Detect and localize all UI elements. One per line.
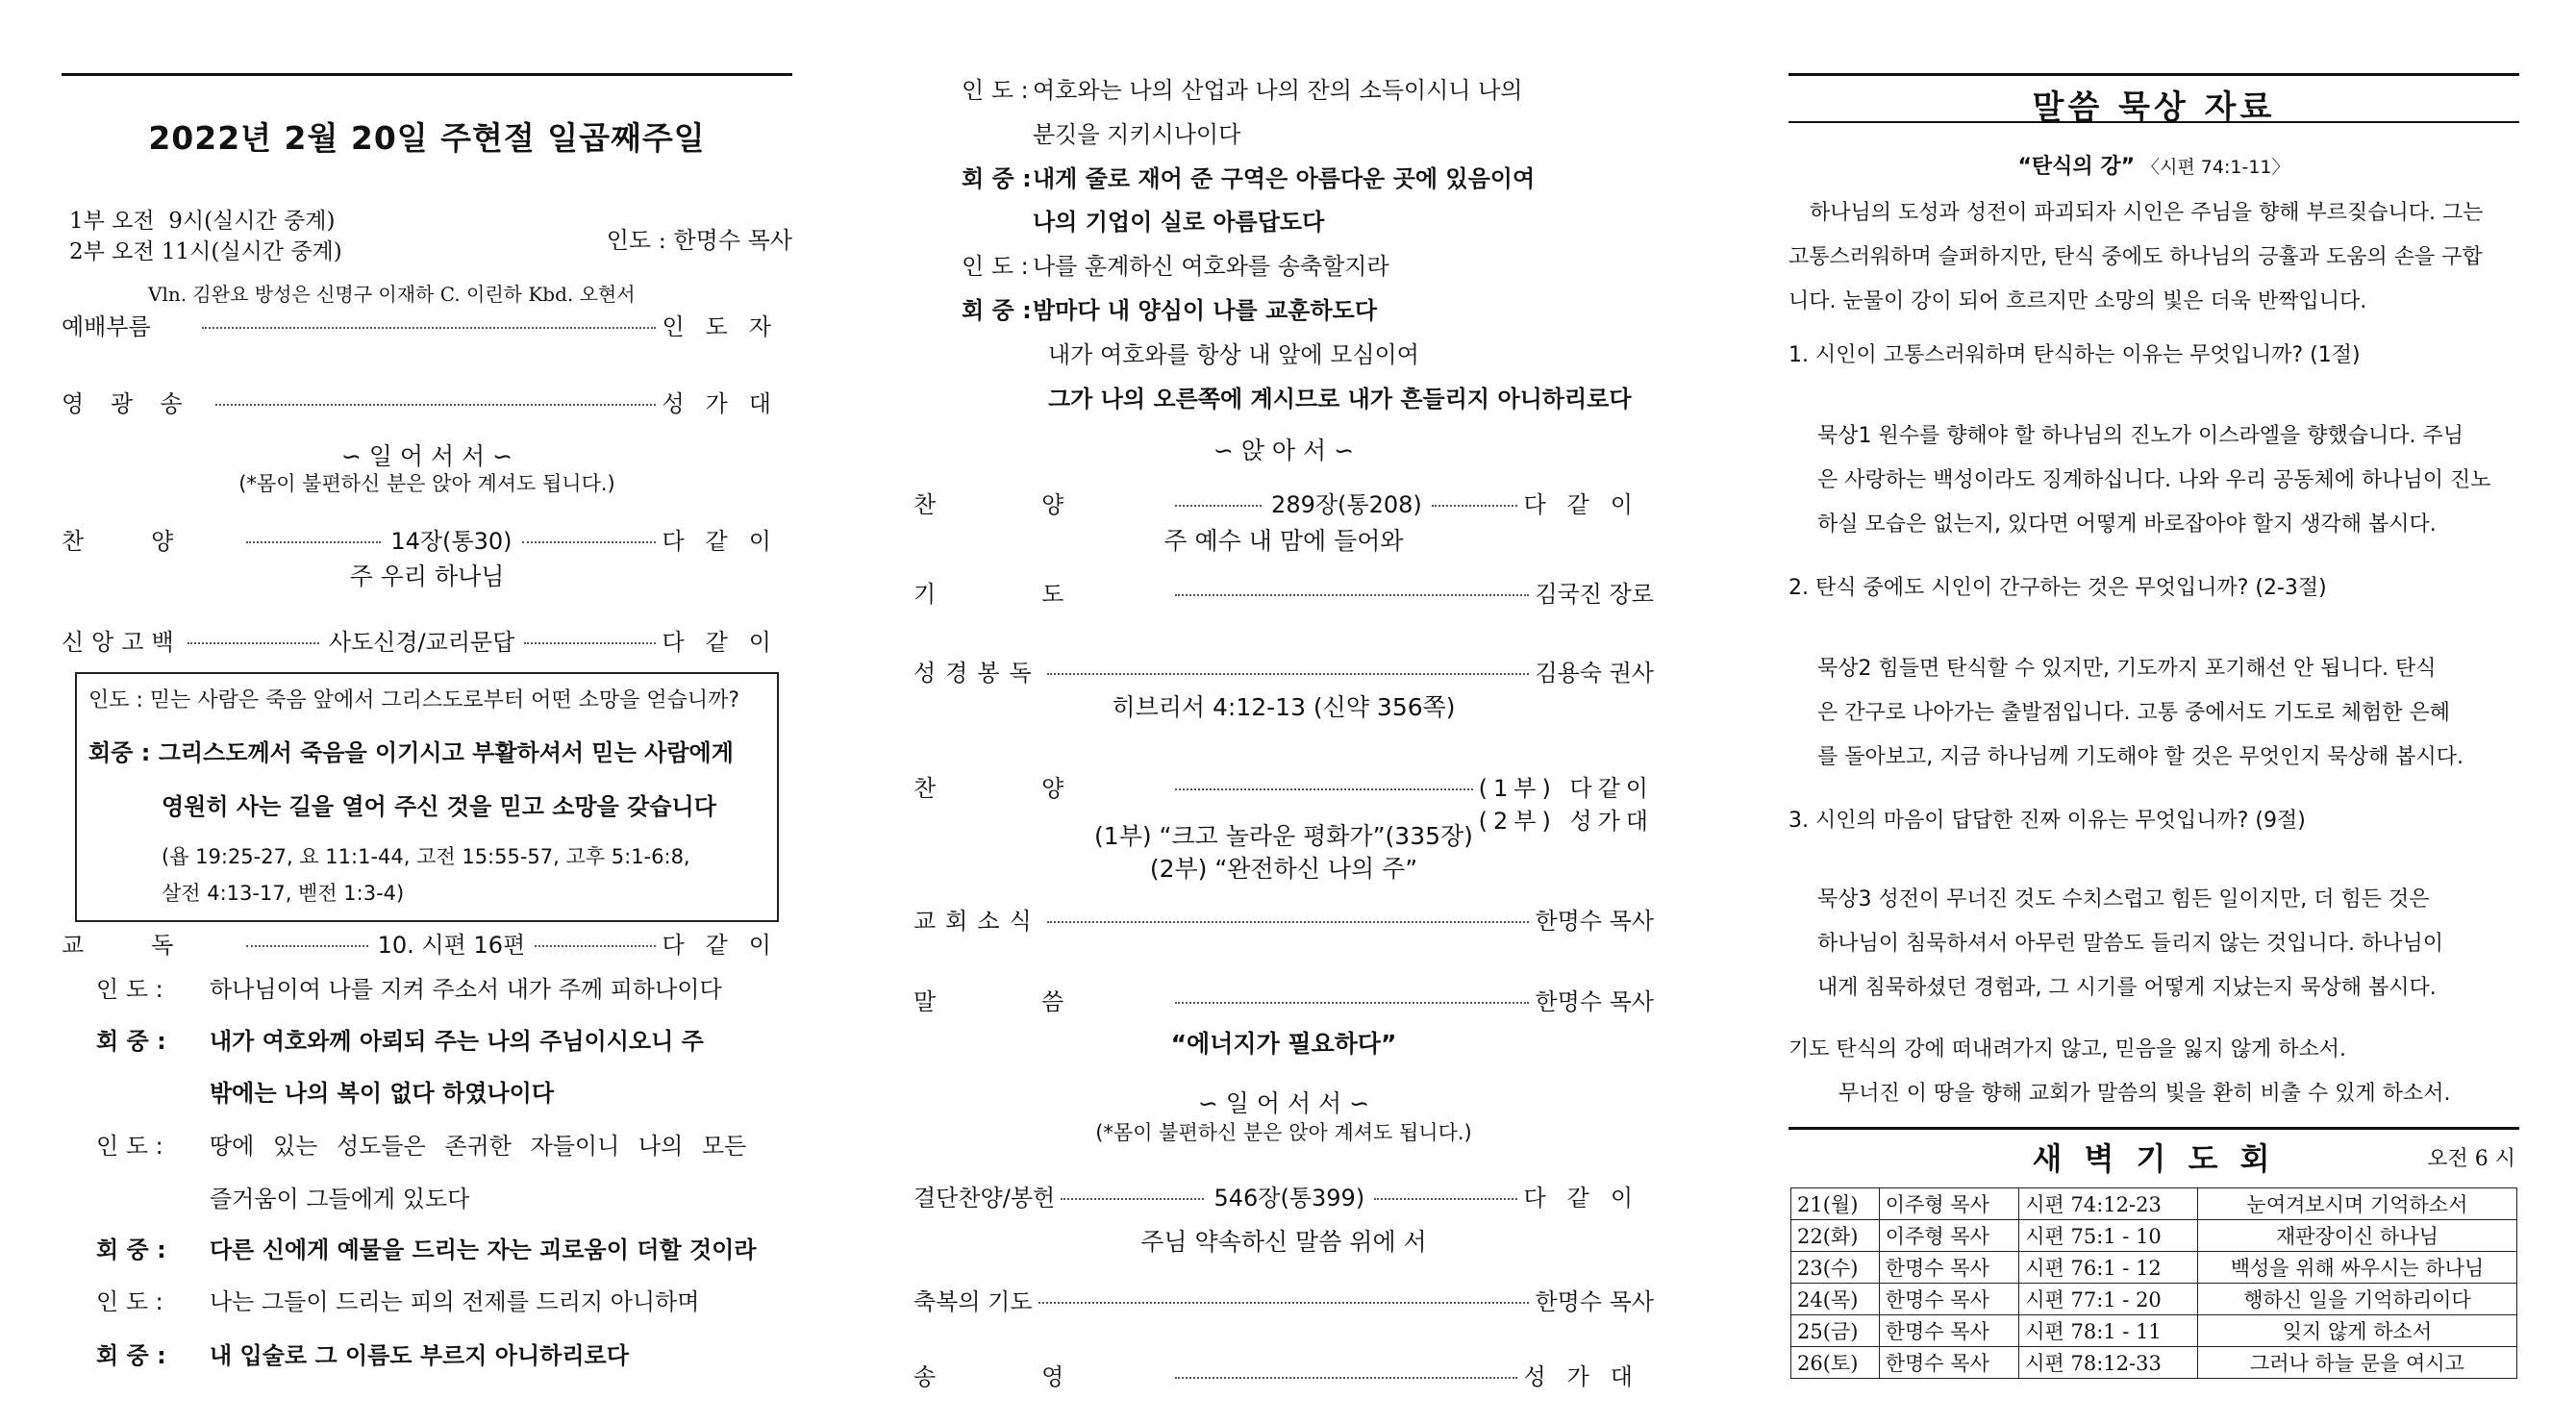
order-label: 신앙고백	[62, 629, 182, 656]
dawn-topic: 그러나 하늘 문을 여시고	[2197, 1347, 2516, 1379]
intro-line: 고통스러워하며 슬퍼하지만, 탄식 중에도 하나님의 긍휼과 도움의 손을 구합	[1788, 245, 2483, 269]
reading-text: 하나님이여 나를 지켜 주소서 내가 주께 피하나이다	[210, 976, 722, 1003]
catechism-answer	[88, 734, 734, 767]
subtitle-text: “탄식의 강”	[2017, 155, 2136, 179]
catechism-answer-speaker: 회중 :	[88, 739, 151, 766]
order-performer: 한명수 목사	[1535, 1288, 1654, 1315]
reading-line	[962, 71, 1522, 105]
order-row	[62, 926, 792, 960]
meditation-subtitle	[1788, 150, 2519, 180]
prayer-line: 무너진 이 땅을 향해 교회가 말씀의 빛을 환히 비출 수 있게 하소서.	[1838, 1082, 2451, 1106]
leader-dots	[1175, 1002, 1529, 1004]
dawn-topic: 백성을 위해 싸우시는 하나님	[2197, 1252, 2516, 1284]
dawn-day: 22(화)	[1791, 1220, 1880, 1252]
dawn-preacher: 한명수 목사	[1879, 1315, 2018, 1347]
table-row	[1791, 1252, 2517, 1284]
hymn-title: 주 우리 하나님	[349, 562, 505, 590]
reading-speaker: 인 도 :	[96, 976, 163, 1003]
sit-instruction: ∽ 앉 아 서 ∽	[1213, 437, 1355, 464]
table-row	[1791, 1315, 2517, 1347]
reading-text: 땅에 있는 성도들은 존귀한 자들이니 나의 모든	[210, 1133, 747, 1160]
dawn-prayer-table	[1790, 1187, 2517, 1379]
reading-text: 내가 여호와께 아뢰되 주는 나의 주님이시오니 주	[210, 1028, 704, 1055]
reading-text: 분깃을 지키시나이다	[1033, 121, 1241, 148]
order-performer: 한명수 목사	[1535, 908, 1654, 935]
hymn-title: 주님 약속하신 말씀 위에 서	[1140, 1228, 1427, 1256]
order-performer: 다같이	[662, 932, 792, 959]
title-rule	[1788, 121, 2519, 123]
dawn-prayer-rows	[1791, 1188, 2517, 1379]
subtitle-reference: 〈시편 74:1-11〉	[2141, 157, 2290, 178]
leader-dots	[202, 327, 656, 329]
order-performer: 다같이	[1523, 1185, 1655, 1212]
order-row	[913, 1358, 1654, 1391]
prayer-line: 기도 탄식의 강에 떠내려가지 않고, 믿음을 잃지 않게 하소서.	[1788, 1037, 2346, 1062]
table-row	[1791, 1284, 2517, 1315]
reading-text: 여호와는 나의 산업과 나의 잔의 소득이시니 나의	[1033, 77, 1523, 104]
order-row	[62, 623, 792, 657]
order-row	[913, 1179, 1654, 1212]
order-performer: 인도자	[662, 313, 792, 340]
leader-dots	[188, 642, 319, 644]
dawn-preacher: 한명수 목사	[1879, 1347, 2018, 1379]
order-performer: 김국진 장로	[1535, 581, 1654, 608]
order-row	[913, 1283, 1654, 1316]
dawn-passage: 시편 78:1 - 11	[2019, 1315, 2198, 1347]
order-label: 교회소식	[913, 908, 1041, 935]
order-performer: 성가대	[662, 390, 792, 417]
sermon-title: “에너지가 필요하다”	[1170, 1030, 1397, 1058]
intro-line: 니다. 눈물이 강이 되어 흐르지만 소망의 빛은 더욱 반짝입니다.	[1788, 289, 2367, 313]
order-label: 축복의 기도	[913, 1288, 1033, 1315]
order-label: 성경봉독	[913, 660, 1041, 687]
dawn-passage: 시편 74:12-23	[2019, 1188, 2198, 1220]
order-label: 기도	[913, 581, 1170, 608]
reading-text: 즐거움이 그들에게 있도다	[210, 1186, 470, 1212]
catechism-question	[88, 684, 739, 713]
table-row	[1791, 1347, 2517, 1379]
intro-line: 하나님의 도성과 성전이 파괴되자 시인은 주님을 향해 부르짖습니다. 그는	[1810, 201, 2484, 225]
meditation-line: 하실 모습은 없는지, 있다면 어떻게 바로잡아야 할지 생각해 봅시다.	[1817, 512, 2437, 537]
leader-dots	[1432, 505, 1518, 507]
reading-speaker: 회 중 :	[962, 297, 1032, 324]
order-label: 교독	[62, 932, 241, 959]
catechism-refs: 살전 4:13-17, 벧전 1:3-4)	[162, 882, 405, 905]
order-content: 사도신경/교리문답	[328, 629, 515, 656]
choir-song: (2부) “완전하신 나의 주”	[1149, 855, 1418, 883]
reading-line	[962, 160, 1535, 193]
order-row	[913, 486, 1654, 519]
stand-instruction: ∽ 일 어 서 서 ∽	[340, 442, 513, 470]
page-title: 2022년 2월 20일 주현절 일곱째주일	[148, 119, 706, 157]
reading-text: 다른 신에게 예물을 드리는 자는 괴로움이 더할 것이라	[210, 1237, 757, 1263]
reading-text: 나를 훈계하신 여호와를 송축할지라	[1033, 253, 1389, 280]
order-row	[913, 902, 1654, 936]
top-rule	[62, 73, 792, 76]
order-row	[62, 385, 792, 418]
dawn-passage: 시편 75:1 - 10	[2019, 1220, 2198, 1252]
question: 2. 탄식 중에도 시인이 간구하는 것은 무엇입니까? (2-3절)	[1788, 576, 2327, 600]
catechism-question-text: 믿는 사람은 죽음 앞에서 그리스도로부터 어떤 소망을 얻습니까?	[149, 688, 740, 712]
reading-line	[96, 970, 722, 1004]
leader-dots	[1175, 505, 1262, 507]
dawn-topic: 잊지 않게 하소서	[2197, 1315, 2516, 1347]
hymn-title: 주 예수 내 맘에 들어와	[1163, 527, 1404, 555]
leader: 인도 : 한명수 목사	[606, 227, 792, 254]
dawn-topic: 재판장이신 하나님	[2197, 1220, 2516, 1252]
stand-note: (*몸이 불편하신 분은 앉아 계셔도 됩니다.)	[1095, 1121, 1472, 1144]
leader-dots	[1038, 1302, 1530, 1304]
dawn-passage: 시편 77:1 - 20	[2019, 1284, 2198, 1315]
reading-speaker: 인 도 :	[962, 77, 1029, 104]
meditation-line: 은 간구로 나아가는 출발점입니다. 고통 중에서도 기도로 체험한 은혜	[1817, 701, 2450, 725]
stand-instruction: ∽ 일 어 서 서 ∽	[1197, 1089, 1370, 1117]
order-label: 말씀	[913, 988, 1170, 1015]
order-label: 찬양	[913, 775, 1170, 802]
meditation-line: 묵상3 성전이 무너진 것도 수치스럽고 힘든 일이지만, 더 힘든 것은	[1817, 887, 2430, 912]
leader-dots	[522, 541, 657, 543]
reading-line	[962, 291, 1377, 325]
reading-speaker: 회 중 :	[96, 1237, 166, 1263]
reading-text: 내 입술로 그 이름도 부르지 아니하리로다	[210, 1342, 629, 1369]
dawn-preacher: 이주형 목사	[1879, 1220, 2018, 1252]
dawn-preacher: 한명수 목사	[1879, 1252, 2018, 1284]
order-performer: 한명수 목사	[1535, 988, 1654, 1015]
dawn-day: 24(목)	[1791, 1284, 1880, 1315]
dawn-prayer-time: 오전 6 시	[2427, 1147, 2515, 1171]
question: 3. 시인의 마음이 답답한 진짜 이유는 무엇입니까? (9절)	[1788, 809, 2306, 833]
service-time-2: 2부 오전 11시(실시간 중계)	[69, 239, 342, 264]
order-content: 14장(통30)	[390, 528, 513, 555]
order-label: 예배부름	[62, 313, 151, 340]
order-label: 송영	[913, 1363, 1170, 1390]
reading-line	[96, 1127, 746, 1161]
order-row	[913, 654, 1654, 687]
meditation-line: 묵상1 원수를 향해야 할 하나님의 진노가 이스라엘을 향했습니다. 주님	[1817, 424, 2463, 448]
meditation-line: 은 사랑하는 백성이라도 징계하십니다. 나와 우리 공동체에 하나님이 진노	[1817, 468, 2491, 492]
reading-text: 밖에는 나의 복이 없다 하였나이다	[210, 1080, 554, 1107]
reading-speaker: 회 중 :	[96, 1342, 166, 1369]
dawn-preacher: 이주형 목사	[1879, 1188, 2018, 1220]
catechism-question-speaker: 인도 :	[88, 688, 143, 712]
leader-dots	[1175, 594, 1529, 596]
service-times	[69, 206, 342, 267]
question: 1. 시인이 고통스러워하며 탄식하는 이유는 무엇입니까? (1절)	[1788, 343, 2361, 367]
order-performer: (1부) 다같이	[1478, 775, 1654, 802]
reading-speaker: 인 도 :	[962, 253, 1029, 280]
order-content: 546장(통399)	[1213, 1185, 1365, 1212]
service-time-1: 1부 오전 9시(실시간 중계)	[69, 209, 336, 234]
leader-dots	[215, 404, 657, 406]
dawn-topic: 눈여겨보시며 기억하소서	[2197, 1188, 2516, 1220]
leader-dots	[246, 945, 367, 947]
meditation-line: 묵상2 힘들면 탄식할 수 있지만, 기도까지 포기해선 안 됩니다. 탄식	[1817, 657, 2437, 681]
dawn-prayer-title: 새 벽 기 도 회	[2032, 1140, 2276, 1177]
order-label: 결단찬양/봉헌	[913, 1185, 1056, 1212]
dawn-passage: 시편 78:12-33	[2019, 1347, 2198, 1379]
reading-line	[96, 1337, 629, 1370]
order-performer: 다같이	[662, 629, 792, 656]
leader-dots	[1374, 1198, 1517, 1200]
choir-song: (1부) “크고 놀라운 평화가”(335장)	[1094, 822, 1473, 850]
reading-line	[962, 247, 1389, 281]
dawn-day: 21(월)	[1791, 1188, 1880, 1220]
top-rule	[1788, 73, 2519, 76]
table-row	[1791, 1188, 2517, 1220]
order-performer: (2부) 성가대	[1478, 808, 1654, 835]
meditation-title: 말씀 묵상 자료	[2032, 88, 2276, 127]
leader-dots	[524, 642, 656, 644]
catechism-box	[75, 672, 779, 922]
leader-dots	[535, 945, 656, 947]
leader-dots	[246, 541, 381, 543]
leader-dots	[1047, 673, 1530, 675]
order-content: 10. 시편 16편	[377, 932, 526, 959]
leader-dots	[1175, 1377, 1517, 1379]
order-row	[62, 522, 792, 556]
order-label: 영광송	[62, 390, 210, 417]
order-label: 찬양	[62, 528, 241, 555]
dawn-topic: 행하신 일을 기억하리이다	[2197, 1284, 2516, 1315]
order-row	[913, 983, 1654, 1016]
reading-line	[96, 1022, 704, 1056]
order-content: 289장(통208)	[1271, 491, 1422, 518]
order-performer: 성가대	[1523, 1363, 1654, 1390]
reading-speaker: 회 중 :	[96, 1028, 166, 1055]
catechism-refs: (욥 19:25-27, 요 11:1-44, 고전 15:55-57, 고후 5:1-6:8,	[162, 845, 690, 868]
dawn-day: 26(토)	[1791, 1347, 1880, 1379]
leader-dots	[1047, 921, 1530, 923]
table-row	[1791, 1220, 2517, 1252]
dawn-day: 25(금)	[1791, 1315, 1880, 1347]
catechism-answer-line: 영원히 사는 길을 열어 주신 것을 믿고 소망을 갖습니다	[162, 793, 716, 820]
reading-text: 나의 기업이 실로 아름답도다	[1033, 209, 1325, 236]
reading-line	[96, 1231, 757, 1264]
leader-dots	[1061, 1198, 1204, 1200]
order-label: 찬양	[913, 491, 1170, 518]
catechism-answer-line: 그리스도께서 죽음을 이기시고 부활하셔서 믿는 사람에게	[158, 739, 734, 766]
order-performer: 다같이	[662, 528, 792, 555]
leader-dots	[1175, 788, 1472, 790]
reading-speaker: 회 중 :	[962, 165, 1032, 192]
reading-text: 밤마다 내 양심이 나를 교훈하도다	[1033, 297, 1377, 324]
dawn-day: 23(수)	[1791, 1252, 1880, 1284]
order-row	[62, 308, 792, 341]
reading-text: 그가 나의 오른쪽에 계시므로 내가 흔들리지 아니하리로다	[1048, 386, 1632, 412]
dawn-rule	[1788, 1127, 2519, 1130]
meditation-line: 내게 침묵하셨던 경험과, 그 시기를 어떻게 지났는지 묵상해 봅시다.	[1817, 976, 2437, 1000]
reading-text: 내가 여호와를 항상 내 앞에 모심이여	[1048, 341, 1419, 368]
reading-speaker: 인 도 :	[96, 1133, 163, 1160]
meditation-line: 를 돌아보고, 지금 하나님께 기도해야 할 것은 무엇인지 묵상해 봅시다.	[1817, 745, 2463, 769]
stand-note: (*몸이 불편하신 분은 앉아 계셔도 됩니다.)	[238, 472, 615, 495]
order-row	[913, 575, 1654, 609]
meditation-line: 하나님이 침묵하셔서 아무런 말씀도 들리지 않는 것입니다. 하나님이	[1817, 932, 2444, 956]
musicians: Vln. 김완요 방성은 신명구 이재하 C. 이린하 Kbd. 오현서	[148, 283, 636, 306]
order-performer: 김용숙 권사	[1535, 660, 1654, 687]
order-performer: 다같이	[1523, 491, 1654, 518]
reading-line	[96, 1283, 699, 1316]
reading-text: 나는 그들이 드리는 피의 전제를 드리지 아니하며	[210, 1288, 700, 1315]
dawn-passage: 시편 76:1 - 12	[2019, 1252, 2198, 1284]
reading-text: 내게 줄로 재어 준 구역은 아름다운 곳에 있음이여	[1033, 165, 1536, 192]
dawn-preacher: 한명수 목사	[1879, 1284, 2018, 1315]
scripture-reference: 히브리서 4:12-13 (신약 356쪽)	[1112, 693, 1456, 721]
reading-speaker: 인 도 :	[96, 1288, 163, 1315]
